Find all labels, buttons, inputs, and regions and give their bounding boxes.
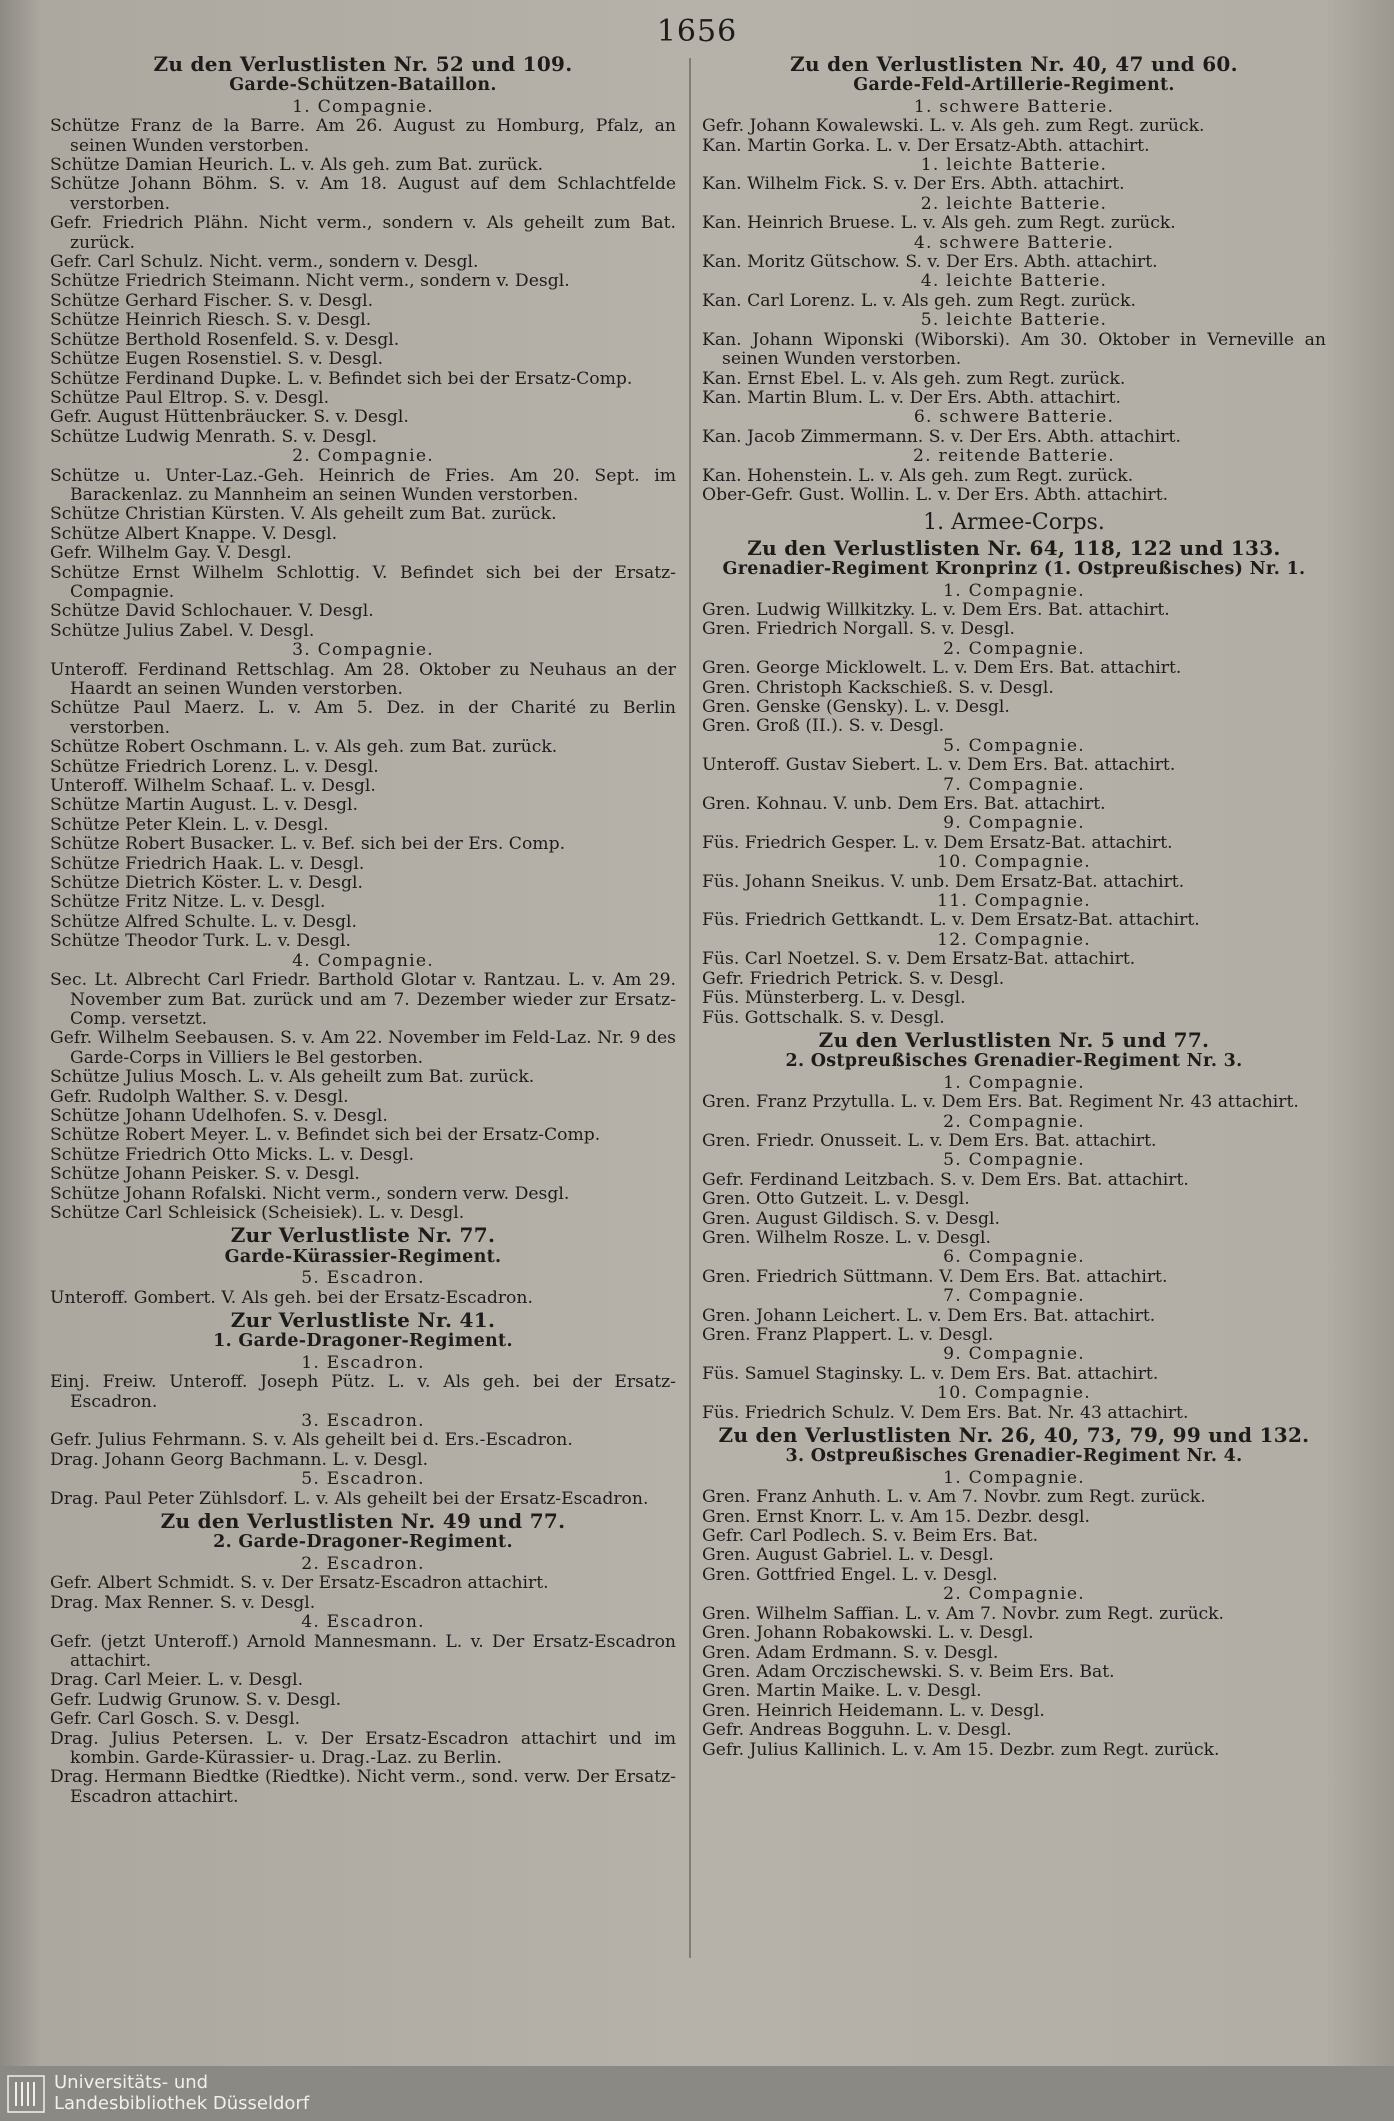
list-heading: Zu den Verlustlisten Nr. 40, 47 und 60. <box>790 52 1238 76</box>
casualty-entry: Kan. Carl Lorenz. L. v. Als geh. zum Regt. zurück. <box>702 290 1136 311</box>
casualty-entry: Kan. Hohenstein. L. v. Als geh. zum Regt. zurück. <box>702 465 1134 486</box>
regiment-heading: Garde-Kürassier-Regiment. <box>224 1246 502 1267</box>
casualty-entry: Kan. Moritz Gütschow. S. v. Der Ers. Abth. attachirt. <box>702 252 1158 273</box>
casualty-entry: Gren. August Gabriel. L. v. Desgl. <box>702 1545 994 1566</box>
casualty-entry: Gefr. Wilhelm Seebausen. S. v. Am 22. November im Feld-Laz. Nr. 9 des Garde-Corps in Villiers le Bel gestorben. <box>50 1028 676 1068</box>
casualty-entry: Schütze Robert Busacker. L. v. Bef. sich bei der Ers. Comp. <box>50 834 566 855</box>
regiment-heading: 3. Ostpreußisches Grenadier-Regiment Nr. 4. <box>785 1446 1243 1467</box>
casualty-entry: Gefr. Carl Podlech. S. v. Beim Ers. Bat. <box>702 1526 1039 1547</box>
casualty-entry: Schütze David Schlochauer. V. Desgl. <box>50 601 374 622</box>
casualty-entry: Gefr. Albert Schmidt. S. v. Der Ersatz-Escadron attachirt. <box>50 1573 549 1594</box>
casualty-entry: Schütze Christian Kürsten. V. Als geheilt zum Bat. zurück. <box>50 504 557 525</box>
casualty-entry: Schütze Berthold Rosenfeld. S. v. Desgl. <box>50 329 400 350</box>
casualty-entry: Füs. Friedrich Gesper. L. v. Dem Ersatz-Bat. attachirt. <box>702 832 1173 853</box>
casualty-entry: Schütze Damian Heurich. L. v. Als geh. zum Bat. zurück. <box>50 155 544 176</box>
casualty-entry: Schütze Gerhard Fischer. S. v. Desgl. <box>50 290 374 311</box>
casualty-entry: Gefr. August Hüttenbräucker. S. v. Desgl. <box>50 407 409 428</box>
casualty-entry: Füs. Münsterberg. L. v. Desgl. <box>702 988 966 1009</box>
casualty-entry: Schütze Martin August. L. v. Desgl. <box>50 795 359 816</box>
casualty-entry: Schütze u. Unter-Laz.-Geh. Heinrich de Fries. Am 20. Sept. im Barackenlaz. zu Mannheim an seinen Wunden verstorben. <box>50 465 676 505</box>
unit-subheading: 7. Compagnie. <box>943 774 1085 795</box>
casualty-entry: Gefr. Carl Schulz. Nicht. verm., sondern v. Desgl. <box>50 252 479 273</box>
casualty-entry: Schütze Paul Maerz. L. v. Am 5. Dez. in der Charité zu Berlin verstorben. <box>50 698 676 738</box>
casualty-entry: Gren. Martin Maike. L. v. Desgl. <box>702 1681 982 1702</box>
unit-subheading: 4. Compagnie. <box>292 950 434 971</box>
casualty-entry: Kan. Ernst Ebel. L. v. Als geh. zum Regt. zurück. <box>702 368 1126 389</box>
casualty-entry: Füs. Samuel Staginsky. L. v. Dem Ers. Bat. attachirt. <box>702 1363 1159 1384</box>
unit-subheading: 12. Compagnie. <box>937 929 1091 950</box>
casualty-entry: Unteroff. Gustav Siebert. L. v. Dem Ers. Bat. attachirt. <box>702 755 1176 776</box>
casualty-entry: Füs. Carl Noetzel. S. v. Dem Ersatz-Bat. attachirt. <box>702 949 1136 970</box>
casualty-entry: Gren. Friedrich Norgall. S. v. Desgl. <box>702 619 1015 640</box>
casualty-entry: Schütze Eugen Rosenstiel. S. v. Desgl. <box>50 349 384 370</box>
unit-subheading: 4. schwere Batterie. <box>913 232 1115 253</box>
casualty-entry: Schütze Carl Schleisick (Scheisiek). L. v. Desgl. <box>50 1202 465 1223</box>
casualty-entry: Gren. August Gildisch. S. v. Desgl. <box>702 1208 1000 1229</box>
casualty-entry: Schütze Ferdinand Dupke. L. v. Befindet sich bei der Ersatz-Comp. <box>50 368 633 389</box>
casualty-entry: Schütze Friedrich Lorenz. L. v. Desgl. <box>50 756 379 777</box>
casualty-entry: Drag. Paul Peter Zühlsdorf. L. v. Als geheilt bei der Ersatz-Escadron. <box>50 1488 649 1509</box>
list-heading: Zu den Verlustlisten Nr. 64, 118, 122 und 133. <box>747 535 1281 560</box>
casualty-entry: Schütze Johann Rofalski. Nicht verm., sondern verw. Desgl. <box>50 1183 570 1204</box>
casualty-entry: Füs. Friedrich Schulz. V. Dem Ers. Bat. Nr. 43 attachirt. <box>702 1402 1189 1423</box>
casualty-entry: Sec. Lt. Albrecht Carl Friedr. Barthold Glotar v. Rantzau. L. v. Am 29. November zum Bat. zurück und am 7. Dezember wieder zur Ersatz-Comp. versetzt. <box>50 970 676 1029</box>
casualty-entry: Schütze Albert Knappe. V. Desgl. <box>50 523 338 544</box>
regiment-heading: 2. Ostpreußisches Grenadier-Regiment Nr. 3. <box>785 1051 1243 1072</box>
unit-subheading: 2. Compagnie. <box>943 1584 1085 1605</box>
unit-subheading: 6. Compagnie. <box>943 1247 1085 1268</box>
casualty-entry: Schütze Ernst Wilhelm Schlottig. V. Befindet sich bei der Ersatz-Compagnie. <box>50 562 676 602</box>
regiment-heading: Grenadier-Regiment Kronprinz (1. Ostpreußisches) Nr. 1. <box>722 559 1306 580</box>
casualty-entry: Füs. Johann Sneikus. V. unb. Dem Ersatz-Bat. attachirt. <box>702 871 1185 892</box>
casualty-entry: Gefr. (jetzt Unteroff.) Arnold Mannesmann. L. v. Der Ersatz-Escadron attachirt. <box>50 1631 676 1671</box>
unit-subheading: 1. Compagnie. <box>292 96 434 117</box>
casualty-entry: Gefr. Wilhelm Gay. V. Desgl. <box>50 543 292 564</box>
casualty-entry: Kan. Johann Wiponski (Wiborski). Am 30. Oktober in Verneville an seinen Wunden verstorben. <box>702 329 1326 370</box>
unit-subheading: 5. leichte Batterie. <box>920 310 1108 331</box>
unit-subheading: 2. reitende Batterie. <box>913 446 1115 467</box>
casualty-entry: Schütze Julius Mosch. L. v. Als geheilt zum Bat. zurück. <box>50 1067 535 1088</box>
casualty-entry: Kan. Martin Gorka. L. v. Der Ersatz-Abth. attachirt. <box>702 135 1150 156</box>
casualty-entry: Schütze Heinrich Riesch. S. v. Desgl. <box>50 310 372 331</box>
casualty-entry: Gefr. Julius Kallinich. L. v. Am 15. Dezbr. zum Regt. zurück. <box>702 1739 1220 1760</box>
unit-subheading: 2. Compagnie. <box>943 638 1085 659</box>
library-logo-icon <box>6 2074 46 2114</box>
unit-subheading: 10. Compagnie. <box>937 852 1091 873</box>
footer-line-1: Universitäts- und <box>54 2072 209 2093</box>
casualty-entry: Schütze Ludwig Menrath. S. v. Desgl. <box>50 426 377 447</box>
casualty-entry: Schütze Johann Peisker. S. v. Desgl. <box>50 1164 360 1185</box>
casualty-entry: Drag. Carl Meier. L. v. Desgl. <box>50 1670 304 1691</box>
casualty-entry: Kan. Jacob Zimmermann. S. v. Der Ers. Abth. attachirt. <box>702 426 1181 447</box>
regiment-heading: Garde-Schützen-Bataillon. <box>229 75 497 96</box>
list-heading: Zu den Verlustlisten Nr. 52 und 109. <box>153 52 573 76</box>
casualty-entry: Gefr. Ludwig Grunow. S. v. Desgl. <box>50 1689 342 1710</box>
casualty-entry: Drag. Hermann Biedtke (Riedtke). Nicht verm., sond. verw. Der Ersatz-Escadron attachirt. <box>50 1767 676 1807</box>
casualty-entry: Drag. Julius Petersen. L. v. Der Ersatz-Escadron attachirt und im kombin. Garde-Kürassier- u. Drag.-Laz. zu Berlin. <box>50 1728 676 1768</box>
list-heading: Zu den Verlustlisten Nr. 5 und 77. <box>818 1027 1210 1052</box>
unit-subheading: 1. schwere Batterie. <box>913 96 1115 117</box>
casualty-entry: Gren. Christoph Kackschieß. S. v. Desgl. <box>702 677 1054 698</box>
right-column <box>702 52 1326 1760</box>
casualty-entry: Gefr. Julius Fehrmann. S. v. Als geheilt bei d. Ers.-Escadron. <box>50 1430 573 1451</box>
unit-subheading: 1. Escadron. <box>301 1352 425 1373</box>
list-heading: Zu den Verlustlisten Nr. 26, 40, 73, 79, 99 und 132. <box>718 1423 1310 1448</box>
casualty-entry: Schütze Fritz Nitze. L. v. Desgl. <box>50 892 326 913</box>
casualty-entry: Gren. Ernst Knorr. L. v. Am 15. Dezbr. desgl. <box>702 1506 1090 1527</box>
casualty-entry: Kan. Wilhelm Fick. S. v. Der Ers. Abth. attachirt. <box>702 174 1125 195</box>
casualty-entry: Schütze Robert Oschmann. L. v. Als geh. zum Bat. zurück. <box>50 737 558 758</box>
regiment-heading: 1. Garde-Dragoner-Regiment. <box>213 1331 513 1352</box>
unit-subheading: 2. Compagnie. <box>943 1111 1085 1132</box>
casualty-entry: Gren. Wilhelm Saffian. L. v. Am 7. Novbr. zum Regt. zurück. <box>702 1603 1225 1624</box>
unit-subheading: 9. Compagnie. <box>943 813 1085 834</box>
casualty-entry: Gren. Heinrich Heidemann. L. v. Desgl. <box>702 1700 1045 1721</box>
casualty-entry: Gren. Friedr. Onusseit. L. v. Dem Ers. Bat. attachirt. <box>702 1130 1157 1151</box>
unit-subheading: 5. Compagnie. <box>943 1150 1085 1171</box>
unit-subheading: 11. Compagnie. <box>937 891 1091 912</box>
unit-subheading: 2. Compagnie. <box>292 446 434 467</box>
casualty-entry: Schütze Friedrich Otto Micks. L. v. Desgl. <box>50 1144 415 1165</box>
column-divider <box>689 58 691 1958</box>
casualty-entry: Ober-Gefr. Gust. Wollin. L. v. Der Ers. Abth. attachirt. <box>702 484 1169 505</box>
casualty-entry: Gren. Franz Anhuth. L. v. Am 7. Novbr. zum Regt. zurück. <box>702 1487 1206 1508</box>
casualty-entry: Gefr. Rudolph Walther. S. v. Desgl. <box>50 1086 349 1107</box>
casualty-entry: Schütze Friedrich Steimann. Nicht verm., sondern v. Desgl. <box>50 271 570 292</box>
left-column <box>50 52 676 1807</box>
casualty-entry: Gren. Franz Plappert. L. v. Desgl. <box>702 1325 994 1345</box>
unit-subheading: 5. Escadron. <box>301 1268 425 1289</box>
casualty-entry: Schütze Johann Böhm. S. v. Am 18. August auf dem Schlachtfelde verstorben. <box>50 174 676 214</box>
casualty-entry: Drag. Johann Georg Bachmann. L. v. Desgl. <box>50 1449 429 1470</box>
casualty-entry: Schütze Paul Eltrop. S. v. Desgl. <box>50 387 330 408</box>
casualty-entry: Gren. Adam Erdmann. S. v. Desgl. <box>702 1642 999 1663</box>
unit-subheading: 1. Compagnie. <box>943 580 1085 601</box>
list-heading: Zur Verlustliste Nr. 77. <box>230 1223 496 1248</box>
casualty-entry: Gren. Genske (Gensky). L. v. Desgl. <box>702 697 1010 717</box>
casualty-entry: Gren. Friedrich Süttmann. V. Dem Ers. Bat. attachirt. <box>702 1266 1168 1287</box>
casualty-entry: Füs. Friedrich Gettkandt. L. v. Dem Ersatz-Bat. attachirt. <box>702 910 1200 931</box>
casualty-entry: Schütze Dietrich Köster. L. v. Desgl. <box>50 873 363 894</box>
casualty-entry: Gren. George Micklowelt. L. v. Dem Ers. Bat. attachirt. <box>702 658 1182 679</box>
list-heading: Zur Verlustliste Nr. 41. <box>230 1308 496 1332</box>
unit-subheading: 2. leichte Batterie. <box>920 193 1108 214</box>
casualty-entry: Unteroff. Wilhelm Schaaf. L. v. Desgl. <box>50 776 376 797</box>
casualty-entry: Schütze Friedrich Haak. L. v. Desgl. <box>50 853 365 874</box>
list-heading: Zu den Verlustlisten Nr. 49 und 77. <box>160 1509 566 1534</box>
footer-line-2: Landesbibliothek Düsseldorf <box>54 2093 310 2114</box>
casualty-entry: Gefr. Andreas Bogguhn. L. v. Desgl. <box>702 1720 1012 1741</box>
casualty-entry: Schütze Julius Zabel. V. Desgl. <box>50 620 315 641</box>
casualty-entry: Kan. Heinrich Bruese. L. v. Als geh. zum Regt. zurück. <box>702 213 1176 234</box>
casualty-entry: Schütze Johann Udelhofen. S. v. Desgl. <box>50 1105 388 1126</box>
casualty-entry: Drag. Max Renner. S. v. Desgl. <box>50 1592 316 1613</box>
regiment-heading: Garde-Feld-Artillerie-Regiment. <box>853 75 1175 96</box>
casualty-entry: Einj. Freiw. Unteroff. Joseph Pütz. L. v. Als geh. bei der Ersatz-Escadron. <box>50 1372 676 1412</box>
casualty-entry: Schütze Peter Klein. L. v. Desgl. <box>50 814 329 835</box>
unit-subheading: 4. Escadron. <box>301 1612 425 1633</box>
casualty-entry: Gren. Johann Robakowski. L. v. Desgl. <box>702 1623 1034 1644</box>
unit-subheading: 5. Escadron. <box>301 1469 425 1490</box>
casualty-entry: Unteroff. Gombert. V. Als geh. bei der Ersatz-Escadron. <box>50 1287 533 1308</box>
page-number: 1656 <box>656 14 738 49</box>
unit-subheading: 2. Escadron. <box>301 1553 425 1574</box>
casualty-entry: Gren. Kohnau. V. unb. Dem Ers. Bat. attachirt. <box>702 794 1106 815</box>
casualty-entry: Gren. Wilhelm Rosze. L. v. Desgl. <box>702 1227 991 1248</box>
casualty-entry: Schütze Franz de la Barre. Am 26. August zu Homburg, Pfalz, an seinen Wunden verstorben. <box>50 116 676 156</box>
unit-subheading: 1. Compagnie. <box>943 1072 1085 1093</box>
casualty-entry: Gren. Johann Leichert. L. v. Dem Ers. Bat. attachirt. <box>702 1305 1156 1326</box>
casualty-entry: Gefr. Friedrich Plähn. Nicht verm., sondern v. Als geheilt zum Bat. zurück. <box>50 213 676 253</box>
unit-subheading: 5. Compagnie. <box>943 735 1085 756</box>
casualty-entry: Gren. Gottfried Engel. L. v. Desgl. <box>702 1564 998 1585</box>
casualty-entry: Gren. Ludwig Willkitzky. L. v. Dem Ers. Bat. attachirt. <box>702 599 1170 620</box>
casualty-entry: Füs. Gottschalk. S. v. Desgl. <box>702 1007 945 1028</box>
casualty-entry: Gefr. Ferdinand Leitzbach. S. v. Dem Ers. Bat. attachirt. <box>702 1169 1189 1190</box>
casualty-entry: Gefr. Johann Kowalewski. L. v. Als geh. zum Regt. zurück. <box>702 116 1205 137</box>
casualty-entry: Gren. Otto Gutzeit. L. v. Desgl. <box>702 1189 970 1210</box>
casualty-entry: Gren. Groß (II.). S. v. Desgl. <box>702 716 945 737</box>
regiment-heading: 2. Garde-Dragoner-Regiment. <box>213 1532 513 1553</box>
casualty-entry: Schütze Theodor Turk. L. v. Desgl. <box>50 931 351 952</box>
unit-subheading: 6. schwere Batterie. <box>913 407 1115 428</box>
casualty-entry: Gefr. Carl Gosch. S. v. Desgl. <box>50 1709 301 1730</box>
unit-subheading: 4. leichte Batterie. <box>920 271 1108 292</box>
casualty-entry: Schütze Alfred Schulte. L. v. Desgl. <box>50 911 357 932</box>
corps-heading: 1. Armee-Corps. <box>923 510 1105 536</box>
casualty-entry: Gefr. Friedrich Petrick. S. v. Desgl. <box>702 968 1005 989</box>
casualty-entry: Kan. Martin Blum. L. v. Der Ers. Abth. attachirt. <box>702 387 1121 408</box>
unit-subheading: 7. Compagnie. <box>943 1286 1085 1307</box>
casualty-entry: Gren. Adam Orczischewski. S. v. Beim Ers. Bat. <box>702 1661 1115 1682</box>
casualty-entry: Gren. Franz Przytulla. L. v. Dem Ers. Bat. Regiment Nr. 43 attachirt. <box>702 1092 1299 1113</box>
unit-subheading: 1. leichte Batterie. <box>920 155 1108 176</box>
unit-subheading: 9. Compagnie. <box>943 1344 1085 1365</box>
library-footer <box>0 2066 1394 2121</box>
unit-subheading: 10. Compagnie. <box>937 1383 1091 1404</box>
unit-subheading: 1. Compagnie. <box>943 1467 1085 1488</box>
casualty-entry: Unteroff. Ferdinand Rettschlag. Am 28. Oktober zu Neuhaus an der Haardt an seinen Wunden verstorben. <box>50 659 676 699</box>
casualty-entry: Schütze Robert Meyer. L. v. Befindet sich bei der Ersatz-Comp. <box>50 1125 601 1146</box>
unit-subheading: 3. Compagnie. <box>292 640 434 661</box>
unit-subheading: 3. Escadron. <box>301 1411 425 1432</box>
